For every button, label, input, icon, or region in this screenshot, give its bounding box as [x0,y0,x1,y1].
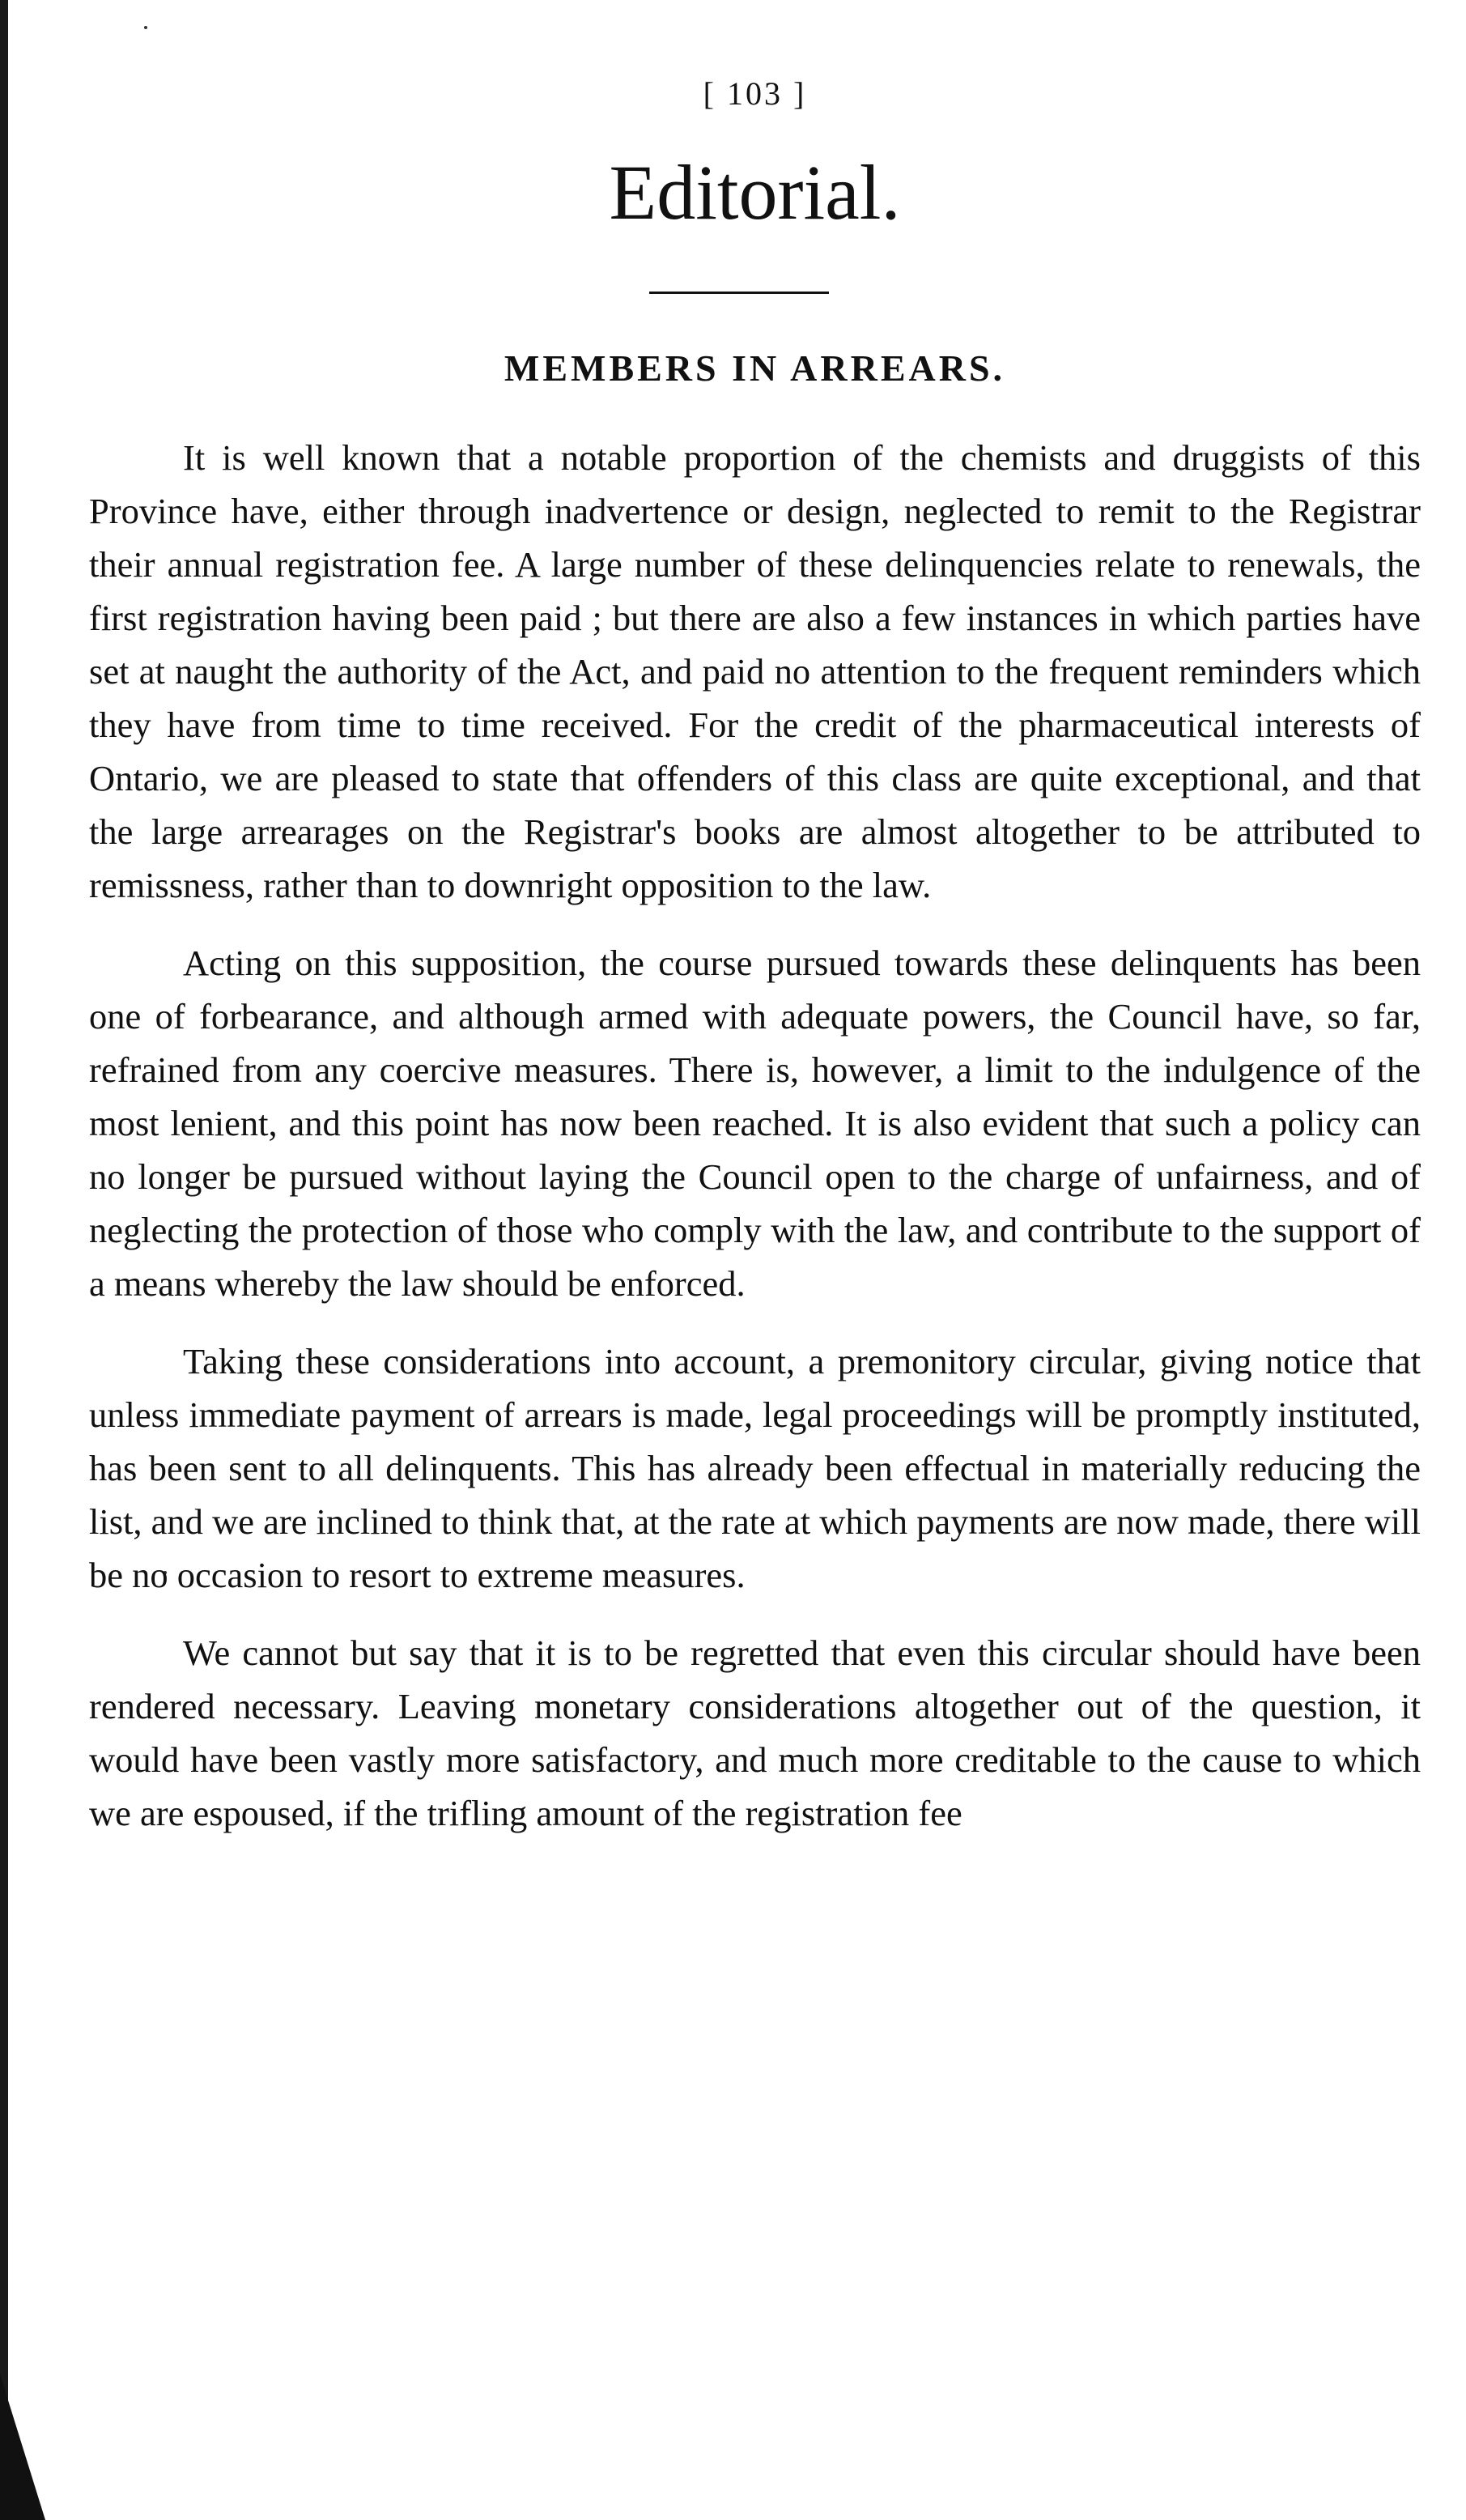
page-number: [ 103 ] [703,75,807,112]
page-binding-corner [0,2374,45,2520]
print-speck [144,26,147,29]
section-heading: MEMBERS IN ARREARS. [504,347,1006,389]
paragraph-1: It is well known that a notable proportion of the chemists and druggists of this Province have, either through inadvertence or design, neglected to remit to the Registrar their annual registration fee. A large number of these delinquencies relate to renewals, the first registration having been paid ; but there are also a few instances in which parties have set at naught the authority of the Act, and paid no attention to the frequent reminders which they have from time to time received. For the credit of the pharmaceutical interests of Ontario, we are pleased to state that offenders of this class are quite exceptional, and that the large arrearages on the Registrar's books are almost altogether to be attributed to remissness, rather than to downright opposition to the law. [89,437,1421,905]
title-divider [649,292,829,294]
page-title: Editorial. [609,149,901,236]
paragraph-2: Acting on this supposition, the course pursued towards these delinquents has been one of forbearance, and although armed with adequate powers, the Council have, so far, refrained from any coercive measures. There is, however, a limit to the indulgence of the most lenient, and this point has now been reached. It is also evident that such a policy can no longer be pursued without laying the Council open to the charge of unfairness, and of neglecting the protection of those who comply with the law, and contribute to the support of a means whereby the law should be enforced. [89,943,1421,1304]
article-body [89,431,1421,1864]
page-binding-edge [0,0,8,2520]
paragraph-4: We cannot but say that it is to be regretted that even this circular should have been rendered necessary. Leaving monetary considerations altogether out of the question, it would have been vastly more satisfactory, and much more creditable to the cause to which we are espoused, if the trifling amount of the registration fee [89,1632,1421,1833]
paragraph-3: Taking these considerations into account, a premonitory circular, giving notice that unless immediate payment of arrears is made, legal proceedings will be promptly instituted, has been sent to all delinquents. This has already been effectual in materially reducing the list, and we are inclined to think that, at the rate at which payments are now made, there will be no occasion to resort to extreme measures. [89,1341,1421,1595]
